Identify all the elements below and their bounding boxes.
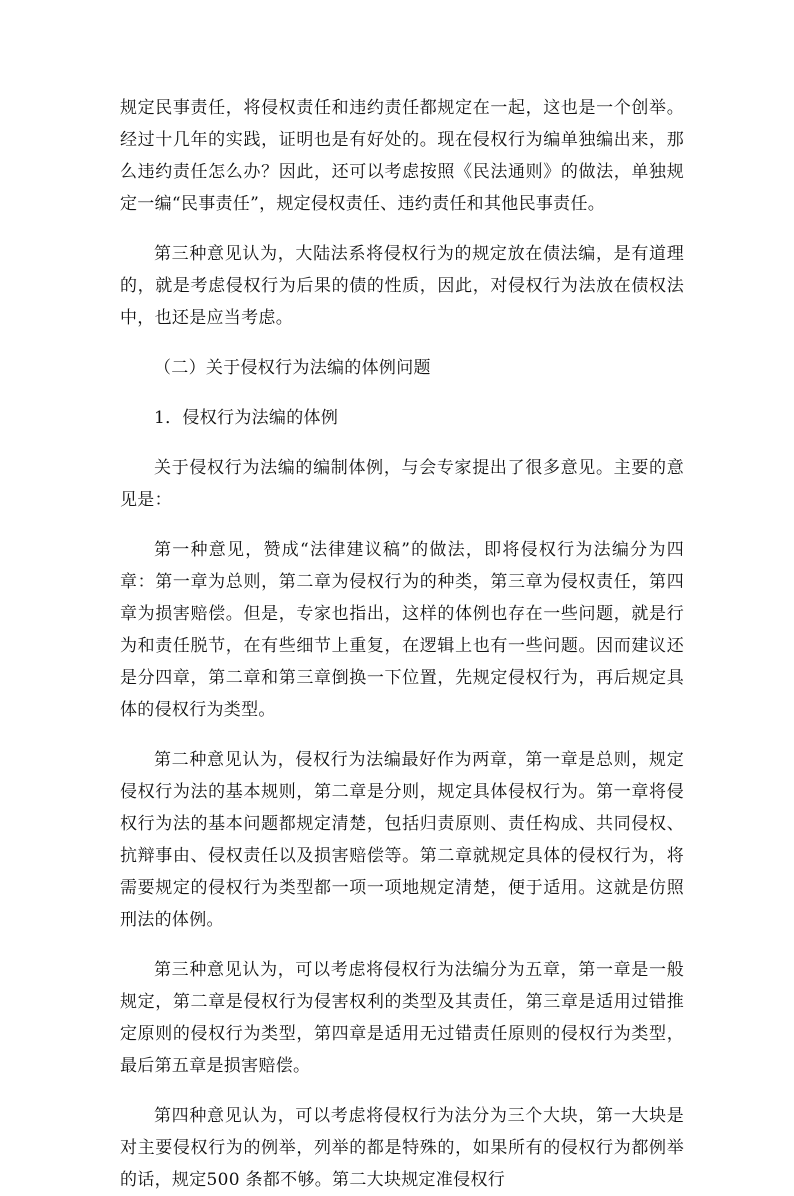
subsection-heading-1: 1．侵权行为法编的体例 xyxy=(154,408,339,428)
paragraph-first-opinion: 第一种意见，赞成“法律建议稿”的做法，即将侵权行为法编分为四章：第一章为总则，第二章为侵权行为的种类，第三章为侵权责任，第四章为损害赔偿。但是，专家也指出，这样的体例也存在一些问题，就是行为和责任脱节，在有些细节上重复，在逻辑上也有一些问题。因而建议还是分四章，第二章和第三章倒换一下位置，先规定侵权行为，再后规定具体的侵权行为类型。 xyxy=(120,540,684,720)
paragraph-second-opinion: 第二种意见认为，侵权行为法编最好作为两章，第一章是总则，规定侵权行为法的基本规则，第二章是分则，规定具体侵权行为。第一章将侵权行为法的基本问题都规定清楚，包括归责原则、责任构成、共同侵权、抗辩事由、侵权责任以及损害赔偿等。第二章就规定具体的侵权行为，将需要规定的侵权行为类型都一项一项地规定清楚，便于适用。这就是仿照刑法的体例。 xyxy=(120,750,684,930)
section-heading-2: （二）关于侵权行为法编的体例问题 xyxy=(154,358,431,378)
paragraph-third-opinion: 第三种意见认为，可以考虑将侵权行为法编分为五章，第一章是一般规定，第二章是侵权行为侵害权利的类型及其责任，第三章是适用过错推定原则的侵权行为类型，第四章是适用无过错责任原则的侵权行为类型，最后第五章是损害赔偿。 xyxy=(120,960,684,1076)
paragraph-third-opinion-debt: 第三种意见认为，大陆法系将侵权行为的规定放在债法编，是有道理的，就是考虑侵权行为后果的债的性质，因此，对侵权行为法放在债权法中，也还是应当考虑。 xyxy=(120,244,684,328)
paragraph-continuation: 规定民事责任，将侵权责任和违约责任都规定在一起，这也是一个创举。经过十几年的实践，证明也是有好处的。现在侵权行为编单独编出来，那么违约责任怎么办？因此，还可以考虑按照《民法通则》的做法，单独规定一编“民事责任”，规定侵权责任、违约责任和其他民事责任。 xyxy=(120,98,684,214)
paragraph-fourth-opinion: 第四种意见认为，可以考虑将侵权行为法分为三个大块，第一大块是对主要侵权行为的例举，列举的都是特殊的，如果所有的侵权行为都例举的话，规定500 条都不够。第二大块规定准侵权行 xyxy=(120,1106,684,1190)
paragraph-intro-opinions: 关于侵权行为法编的编制体例，与会专家提出了很多意见。主要的意见是： xyxy=(120,458,684,510)
